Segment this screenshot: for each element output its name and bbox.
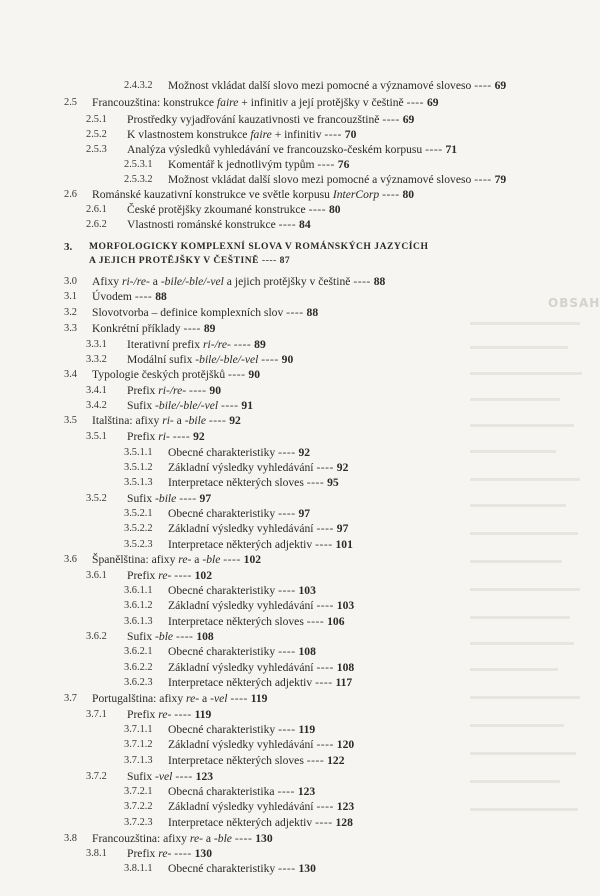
toc-entry-number: 3.5.1.1 <box>124 447 153 458</box>
toc-entry-number: 2.5.3.1 <box>124 159 153 170</box>
leader-dashes: ---- <box>134 290 153 303</box>
toc-entry[interactable] <box>127 218 311 232</box>
toc-entry-number: 3.8.1.1 <box>124 863 153 874</box>
leader-dashes: ---- <box>315 676 333 689</box>
toc-entry[interactable] <box>127 847 212 861</box>
leader-dashes: ---- <box>174 708 192 721</box>
toc-entry[interactable] <box>168 507 310 521</box>
toc-entry[interactable] <box>168 461 348 475</box>
chapter-title-text: A JEJICH PROTĚJŠKY V ČEŠTINĚ <box>89 255 260 266</box>
toc-entry-number: 2.5.3 <box>86 144 107 155</box>
toc-entry-number: 3.4.1 <box>86 385 107 396</box>
toc-entry-title: Typologie českých protějšků <box>92 368 226 381</box>
toc-entry[interactable] <box>168 862 316 876</box>
toc-entry[interactable] <box>92 188 414 202</box>
leader-dashes: ---- <box>261 255 277 266</box>
toc-entry-number: 3.5.1.2 <box>124 462 153 473</box>
leader-dashes: ---- <box>474 79 492 92</box>
toc-entry-number: 3.7.2.2 <box>124 801 153 812</box>
toc-entry-title: Interpretace některých sloves <box>168 476 304 489</box>
leader-dashes: ---- <box>316 738 334 751</box>
leader-dashes: ---- <box>286 306 304 319</box>
toc-entry-title: Základní výsledky vyhledávání <box>168 661 314 674</box>
leader-dashes: ---- <box>324 128 342 141</box>
leader-dashes: ---- <box>174 847 192 860</box>
toc-entry-title: Prefix re- <box>127 847 172 860</box>
toc-entry-number: 3.7.1 <box>86 709 107 720</box>
leader-dashes: ---- <box>316 599 334 612</box>
toc-entry-title: Iterativní prefix ri-/re- <box>127 338 231 351</box>
toc-entry[interactable] <box>127 569 212 583</box>
toc-entry-title: Španělština: afixy re- a -ble <box>92 553 221 566</box>
toc-entry-page: 95 <box>327 476 339 489</box>
toc-entry-page: 92 <box>298 446 311 459</box>
leader-dashes: ---- <box>208 414 227 427</box>
toc-entry-number: 3.1 <box>64 291 77 302</box>
toc-entry-title: Interpretace některých adjektiv <box>168 816 313 829</box>
leader-dashes: ---- <box>353 275 371 288</box>
toc-entry-title: Interpretace některých adjektiv <box>168 538 313 551</box>
toc-entry-title: Slovotvorba – definice komplexních slov <box>92 306 284 319</box>
toc-entry-title: Obecné charakteristiky <box>168 862 276 875</box>
toc-entry[interactable] <box>127 630 214 644</box>
toc-entry[interactable] <box>168 158 349 172</box>
toc-entry-page: 92 <box>193 430 205 443</box>
toc-entry-page: 91 <box>241 399 253 412</box>
toc-entry-title: Obecné charakteristiky <box>168 645 276 658</box>
toc-entry-number: 3.5.1 <box>86 431 107 442</box>
toc-entry-title: Prefix ri- <box>127 430 170 443</box>
leader-dashes: ---- <box>179 492 197 505</box>
toc-entry-title: Afixy ri-/re- a -bile/-ble/-vel a jejich protějšky v češtině <box>92 275 351 288</box>
leader-dashes: ---- <box>278 723 296 736</box>
toc-entry-number: 3.8 <box>64 833 77 844</box>
toc-entry-page: 103 <box>298 584 316 597</box>
bleed-through-heading: OBSAH <box>548 296 600 310</box>
toc-entry-page: 123 <box>336 800 355 813</box>
toc-entry-title: Prefix re- <box>127 708 172 721</box>
toc-entry[interactable] <box>127 128 356 142</box>
toc-entry-page: 88 <box>306 306 319 319</box>
toc-entry-number: 2.6.1 <box>86 204 107 215</box>
toc-entry[interactable] <box>127 203 341 217</box>
leader-dashes: ---- <box>406 96 425 109</box>
toc-entry-title: Obecné charakteristiky <box>168 723 276 736</box>
toc-entry-page: 108 <box>298 645 316 658</box>
leader-dashes: ---- <box>308 203 327 216</box>
leader-dashes: ---- <box>278 507 296 520</box>
toc-entry-page: 69 <box>494 79 507 92</box>
toc-entry-title: Francouzština: afixy re- a -ble <box>92 832 232 845</box>
leader-dashes: ---- <box>382 188 400 201</box>
toc-entry-page: 97 <box>336 522 349 535</box>
toc-entry[interactable] <box>168 676 352 690</box>
toc-entry-page: 108 <box>336 661 355 674</box>
toc-entry[interactable] <box>127 353 293 367</box>
toc-entry-title: Základní výsledky vyhledávání <box>168 461 314 474</box>
toc-entry-title: Vlastnosti románské konstrukce <box>127 218 276 231</box>
leader-dashes: ---- <box>261 353 279 366</box>
toc-entry-title: Konkrétní příklady <box>92 322 181 335</box>
leader-dashes: ---- <box>174 569 192 582</box>
toc-entry-page: 108 <box>196 630 214 643</box>
toc-entry-page: 92 <box>229 414 241 427</box>
toc-entry-title: Obecné charakteristiky <box>168 584 276 597</box>
toc-entry-title: Analýza výsledků vyhledávání ve francouzsko-českém korpusu <box>127 143 423 156</box>
toc-entry-page: 97 <box>199 492 212 505</box>
toc-entry-title: Románské kauzativní konstrukce ve světle korpusu InterCorp <box>92 188 380 201</box>
toc-entry-number: 3.0 <box>64 276 77 287</box>
leader-dashes: ---- <box>315 538 333 551</box>
toc-entry-title: České protějšky zkoumané konstrukce <box>127 203 306 216</box>
toc-entry-title: Komentář k jednotlivým typům <box>168 158 315 171</box>
toc-entry-page: 106 <box>327 615 345 628</box>
leader-dashes: ---- <box>175 770 193 783</box>
chapter-title-line-2 <box>89 254 290 268</box>
toc-entry-number: 3.5.2.1 <box>124 508 153 519</box>
toc-entry[interactable] <box>168 446 310 460</box>
toc-entry[interactable] <box>168 785 315 799</box>
toc-entry[interactable] <box>127 113 414 127</box>
leader-dashes: ---- <box>316 461 334 474</box>
toc-entry-page: 92 <box>336 461 349 474</box>
toc-entry-number: 3.6.2 <box>86 631 107 642</box>
leader-dashes: ---- <box>425 143 443 156</box>
toc-entry-number: 2.4.3.2 <box>124 80 153 91</box>
leader-dashes: ---- <box>306 615 325 628</box>
toc-entry-title: Úvodem <box>92 290 132 303</box>
toc-entry-title: Sufix -ble <box>127 630 174 643</box>
toc-entry-number: 3.4 <box>64 369 77 380</box>
toc-entry[interactable] <box>168 538 353 552</box>
toc-entry-number: 2.5.2 <box>86 129 107 140</box>
toc-entry[interactable] <box>127 399 253 413</box>
toc-entry-title: Prefix ri-/re- <box>127 384 187 397</box>
toc-entry-title: Sufix -vel <box>127 770 173 783</box>
toc-entry-number: 3.5.2.2 <box>124 523 153 534</box>
toc-entry-number: 3.6.2.2 <box>124 662 153 673</box>
toc-entry[interactable] <box>168 476 339 490</box>
leader-dashes: ---- <box>317 158 335 171</box>
toc-entry-number: 3.7 <box>64 693 77 704</box>
toc-entry[interactable] <box>168 800 354 814</box>
toc-entry-page: 90 <box>281 353 294 366</box>
leader-dashes: ---- <box>278 446 296 459</box>
toc-entry[interactable] <box>92 322 215 336</box>
toc-entry-number: 3.7.2.3 <box>124 817 153 828</box>
toc-entry-page: 97 <box>298 507 311 520</box>
toc-entry-page: 123 <box>297 785 316 798</box>
toc-entry-title: Prostředky vyjadřování kauzativnosti ve francouzštině <box>127 113 380 126</box>
toc-entry[interactable] <box>168 816 353 830</box>
toc-entry-title: Základní výsledky vyhledávání <box>168 738 314 751</box>
toc-entry-number: 3.7.2 <box>86 771 107 782</box>
toc-entry[interactable] <box>127 338 266 352</box>
leader-dashes: ---- <box>278 645 296 658</box>
toc-entry-page: 102 <box>194 569 212 582</box>
leader-dashes: ---- <box>306 476 325 489</box>
toc-entry[interactable] <box>92 368 260 382</box>
toc-entry-page: 120 <box>336 738 355 751</box>
toc-entry[interactable] <box>92 832 273 846</box>
toc-entry-number: 2.6 <box>64 189 77 200</box>
toc-entry-page: 101 <box>335 538 353 551</box>
toc-entry-title: Základní výsledky vyhledávání <box>168 800 314 813</box>
toc-entry-page: 119 <box>298 723 316 736</box>
toc-entry-number: 3.6.1.1 <box>124 585 153 596</box>
toc-entry[interactable] <box>127 770 213 784</box>
leader-dashes: ---- <box>175 630 194 643</box>
toc-entry[interactable] <box>127 708 211 722</box>
toc-entry-page: 128 <box>335 816 353 829</box>
toc-entry-number: 3.5.2.3 <box>124 539 153 550</box>
toc-entry-page: 130 <box>255 832 273 845</box>
toc-entry-title: Možnost vkládat další slovo mezi pomocné a významové sloveso <box>168 79 472 92</box>
toc-entry[interactable] <box>168 738 354 752</box>
toc-entry-number: 2.5.1 <box>86 114 107 125</box>
toc-entry-page: 90 <box>248 368 260 381</box>
toc-entry-page: 119 <box>250 692 268 705</box>
toc-entry-page: 122 <box>327 754 345 767</box>
toc-entry-page: 130 <box>298 862 316 875</box>
toc-entry-title: Sufix -bile <box>127 492 177 505</box>
toc-entry-page: 103 <box>336 599 355 612</box>
toc-entry-number: 3.8.1 <box>86 848 107 859</box>
toc-entry[interactable] <box>168 584 316 598</box>
toc-entry-number: 3.6 <box>64 554 77 565</box>
leader-dashes: ---- <box>233 338 252 351</box>
toc-entry-title: Obecné charakteristiky <box>168 507 276 520</box>
toc-entry-title: Obecná charakteristika <box>168 785 275 798</box>
leader-dashes: ---- <box>316 522 334 535</box>
leader-dashes: ---- <box>278 218 297 231</box>
toc-entry[interactable] <box>168 754 345 768</box>
chapter-title-line-1: MORFOLOGICKY KOMPLEXNÍ SLOVA V ROMÁNSKÝCH JAZYCÍCH <box>89 241 429 252</box>
toc-entry-page: 90 <box>209 384 221 397</box>
toc-entry-title: Sufix -bile/-ble/-vel <box>127 399 219 412</box>
toc-entry-page: 80 <box>402 188 415 201</box>
leader-dashes: ---- <box>474 173 492 186</box>
toc-entry-title: Obecné charakteristiky <box>168 446 276 459</box>
toc-entry-number: 3.3.2 <box>86 354 107 365</box>
toc-entry[interactable] <box>168 723 315 737</box>
leader-dashes: ---- <box>228 368 246 381</box>
toc-entry-number: 2.5 <box>64 97 77 108</box>
toc-entry-title: Italština: afixy ri- a -bile <box>92 414 206 427</box>
toc-entry-number: 3.5.1.3 <box>124 477 153 488</box>
toc-entry[interactable] <box>168 173 506 187</box>
leader-dashes: ---- <box>172 430 191 443</box>
toc-entry[interactable] <box>92 306 318 320</box>
toc-entry-number: 3.7.2.1 <box>124 786 153 797</box>
toc-entry-number: 3.7.1.3 <box>124 755 153 766</box>
toc-entry-page: 89 <box>203 322 216 335</box>
toc-entry-title: Francouzština: konstrukce faire + infinitiv a její protějšky v češtině <box>92 96 404 109</box>
toc-entry-title: Interpretace některých sloves <box>168 754 304 767</box>
toc-entry-title: Portugalština: afixy re- a -vel <box>92 692 228 705</box>
toc-entry-page: 117 <box>335 676 353 689</box>
leader-dashes: ---- <box>189 384 207 397</box>
toc-entry-page: 69 <box>402 113 415 126</box>
toc-entry-page: 69 <box>426 96 439 109</box>
chapter-page: 87 <box>279 255 291 266</box>
leader-dashes: ---- <box>277 785 295 798</box>
leader-dashes: ---- <box>230 692 248 705</box>
toc-entry[interactable] <box>92 275 385 289</box>
toc-entry-page: 123 <box>195 770 214 783</box>
toc-entry-page: 70 <box>344 128 357 141</box>
toc-entry[interactable] <box>92 290 167 304</box>
toc-entry[interactable] <box>92 692 267 706</box>
leader-dashes: ---- <box>316 800 334 813</box>
toc-entry-number: 3.6.2.1 <box>124 646 153 657</box>
toc-entry-page: 102 <box>243 553 262 566</box>
toc-entry[interactable] <box>127 492 211 506</box>
leader-dashes: ---- <box>306 754 325 767</box>
toc-entry-number: 3.5 <box>64 415 77 426</box>
toc-entry-page: 80 <box>328 203 341 216</box>
toc-entry[interactable] <box>92 414 241 428</box>
toc-entry-number: 3.6.1.3 <box>124 616 153 627</box>
toc-entry-title: Modální sufix -bile/-ble/-vel <box>127 353 259 366</box>
toc-entry-page: 84 <box>299 218 311 231</box>
leader-dashes: ---- <box>183 322 201 335</box>
leader-dashes: ---- <box>278 584 296 597</box>
chapter-number: 3. <box>64 241 73 253</box>
toc-entry-title: K vlastnostem konstrukce faire + infinitiv <box>127 128 322 141</box>
toc-entry[interactable] <box>168 599 354 613</box>
toc-entry-page: 76 <box>337 158 350 171</box>
toc-entry-title: Základní výsledky vyhledávání <box>168 599 314 612</box>
toc-entry-number: 3.6.1.2 <box>124 600 153 611</box>
toc-entry[interactable] <box>127 430 205 444</box>
toc-entry-number: 3.7.1.1 <box>124 724 153 735</box>
toc-entry[interactable] <box>168 661 354 675</box>
leader-dashes: ---- <box>234 832 253 845</box>
toc-entry-page: 88 <box>373 275 386 288</box>
toc-entry-number: 3.6.2.3 <box>124 677 153 688</box>
leader-dashes: ---- <box>221 399 239 412</box>
leader-dashes: ---- <box>315 816 333 829</box>
toc-entry-page: 71 <box>445 143 458 156</box>
toc-entry-title: Interpretace některých adjektiv <box>168 676 313 689</box>
toc-entry-page: 88 <box>155 290 167 303</box>
toc-entry-number: 3.5.2 <box>86 493 107 504</box>
toc-entry-title: Interpretace některých sloves <box>168 615 304 628</box>
toc-entry-number: 3.7.1.2 <box>124 739 153 750</box>
leader-dashes: ---- <box>316 661 334 674</box>
toc-entry-number: 3.2 <box>64 307 77 318</box>
toc-entry-page: 79 <box>494 173 507 186</box>
leader-dashes: ---- <box>382 113 400 126</box>
toc-entry[interactable] <box>92 553 261 567</box>
toc-entry-page: 130 <box>194 847 212 860</box>
toc-entry[interactable] <box>127 143 457 157</box>
toc-entry-number: 3.3 <box>64 323 77 334</box>
toc-entry-title: Prefix re- <box>127 569 172 582</box>
leader-dashes: ---- <box>223 553 241 566</box>
leader-dashes: ---- <box>278 862 296 875</box>
toc-entry[interactable] <box>127 384 221 398</box>
toc-entry-title: Základní výsledky vyhledávání <box>168 522 314 535</box>
toc-entry[interactable] <box>168 615 345 629</box>
toc-entry-number: 3.3.1 <box>86 339 107 350</box>
toc-entry-number: 2.5.3.2 <box>124 174 153 185</box>
toc-entry[interactable] <box>168 645 316 659</box>
toc-entry-page: 119 <box>194 708 212 721</box>
toc-entry-number: 3.4.2 <box>86 400 107 411</box>
toc-entry[interactable] <box>168 79 506 93</box>
toc-entry-number: 3.6.1 <box>86 570 107 581</box>
toc-entry-number: 2.6.2 <box>86 219 107 230</box>
toc-entry-page: 89 <box>254 338 266 351</box>
toc-entry[interactable] <box>92 96 439 110</box>
toc-entry-title: Možnost vkládat další slovo mezi pomocné a významové sloveso <box>168 173 472 186</box>
toc-entry[interactable] <box>168 522 348 536</box>
